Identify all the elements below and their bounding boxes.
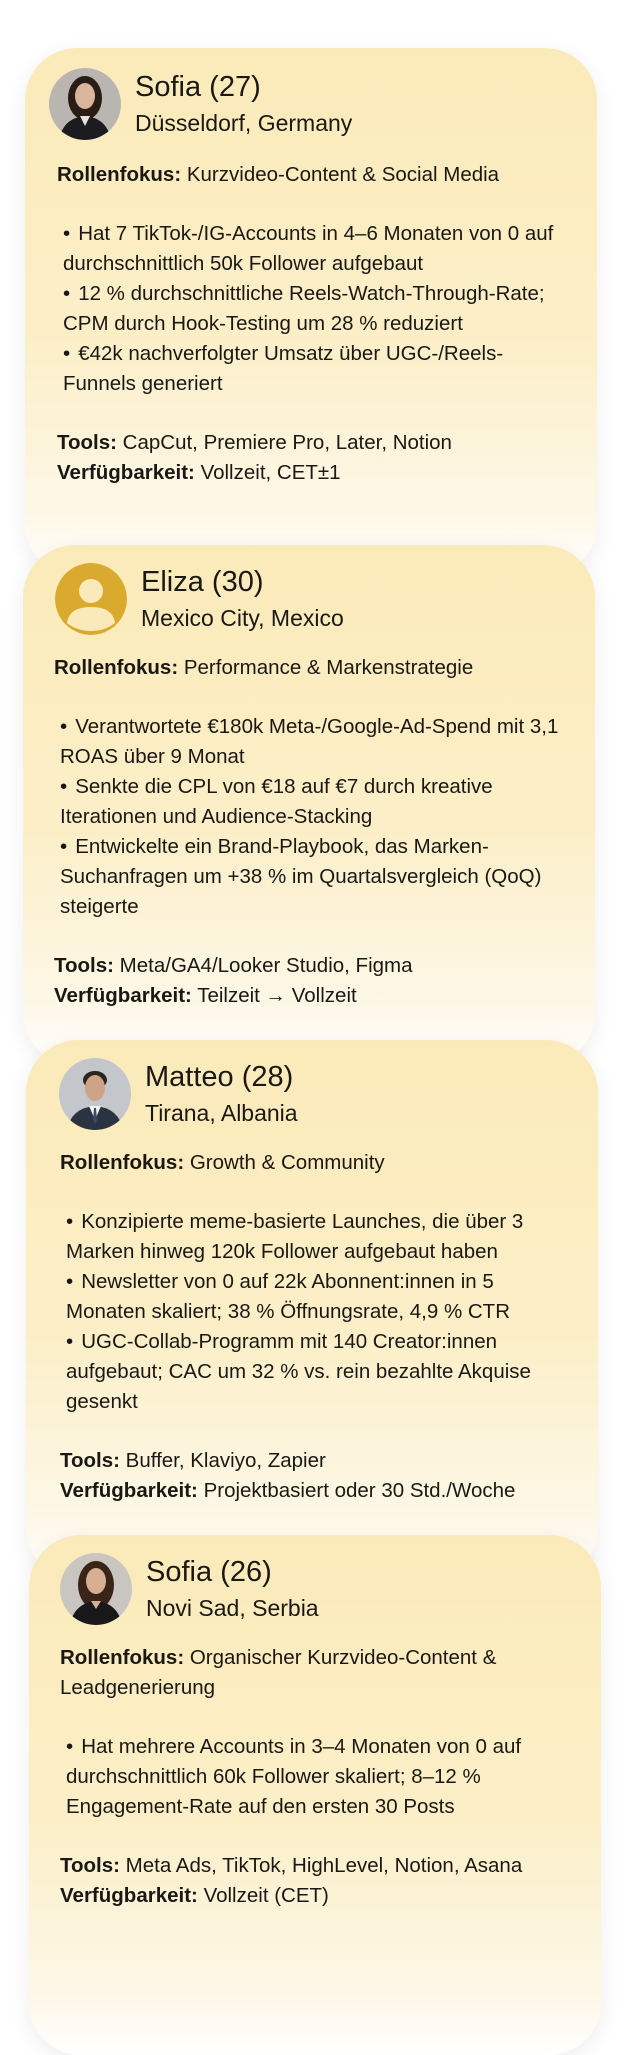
list-item: • €42k nachverfolgter Umsatz über UGC-/Reels-Funnels generiert — [63, 342, 504, 395]
candidate-header — [55, 563, 344, 635]
availability-label: Verfügbarkeit: — [60, 1479, 198, 1502]
tools-line — [60, 1446, 576, 1476]
availability-line — [60, 1881, 579, 1911]
availability-line — [57, 458, 575, 488]
role-focus-label: Rollenfokus: — [57, 163, 182, 186]
candidate-details — [54, 653, 573, 1011]
role-focus-line — [54, 653, 573, 683]
bullet-text: Hat mehrere Accounts in 3–4 Monaten von 0 auf durchschnittlich 60k Follower skaliert; 8–12 % Engagement-Rate auf den ersten 30 Posts — [66, 1735, 522, 1818]
bullet-text: Entwickelte ein Brand-Playbook, das Marken-Suchanfragen um +38 % im Quartalsvergleich (QoQ) steigerte — [60, 835, 542, 918]
candidate-details — [60, 1148, 576, 1506]
availability-value: Vollzeit, CET±1 — [200, 461, 341, 484]
bullet-text: Hat 7 TikTok-/IG-Accounts in 4–6 Monaten von 0 auf durchschnittlich 50k Follower aufgebaut — [63, 222, 554, 275]
role-focus-line — [60, 1148, 576, 1178]
candidate-name: Eliza (30) — [141, 566, 264, 598]
list-item: • Senkte die CPL von €18 auf €7 durch kreative Iterationen und Audience-Stacking — [60, 775, 493, 828]
role-focus-line — [60, 1643, 579, 1703]
candidate-header — [60, 1553, 319, 1625]
tools-value: Buffer, Klaviyo, Zapier — [125, 1449, 326, 1472]
candidate-card — [25, 48, 597, 576]
candidate-name: Sofia (27) — [135, 71, 261, 103]
candidate-card — [23, 545, 595, 1065]
role-focus-line — [57, 160, 575, 190]
role-focus-value: Performance & Markenstrategie — [183, 656, 474, 679]
list-item: • UGC-Collab-Programm mit 140 Creator:innen aufgebaut; CAC um 32 % vs. rein bezahlte Akquise gesenkt — [66, 1330, 531, 1413]
man-photo-avatar-icon — [59, 1058, 131, 1130]
role-focus-value: Kurzvideo-Content & Social Media — [186, 163, 500, 186]
tools-line — [54, 951, 573, 981]
role-focus-label: Rollenfokus: — [54, 656, 179, 679]
availability-label: Verfügbarkeit: — [60, 1884, 198, 1907]
availability-value: Teilzeit → Vollzeit — [197, 984, 357, 1007]
candidate-location: Tirana, Albania — [145, 1100, 298, 1126]
role-focus-label: Rollenfokus: — [60, 1151, 185, 1174]
tools-label: Tools: — [57, 431, 117, 454]
availability-label: Verfügbarkeit: — [54, 984, 192, 1007]
candidate-location: Düsseldorf, Germany — [135, 110, 353, 136]
list-item: • Hat 7 TikTok-/IG-Accounts in 4–6 Monaten von 0 auf durchschnittlich 50k Follower aufgebaut — [63, 222, 554, 275]
bullet-text: Newsletter von 0 auf 22k Abonnent:innen in 5 Monaten skaliert; 38 % Öffnungsrate, 4,9 % CTR — [66, 1270, 511, 1323]
candidate-details — [57, 160, 575, 488]
list-item: • Hat mehrere Accounts in 3–4 Monaten von 0 auf durchschnittlich 60k Follower skaliert; 8–12 % Engagement-Rate auf den ersten 30 Posts — [66, 1735, 522, 1818]
candidate-location: Mexico City, Mexico — [141, 605, 344, 631]
availability-value: Vollzeit (CET) — [203, 1884, 329, 1907]
tools-label: Tools: — [60, 1854, 120, 1877]
bullet-text: €42k nachverfolgter Umsatz über UGC-/Reels-Funnels generiert — [63, 342, 504, 395]
list-item: • Entwickelte ein Brand-Playbook, das Marken-Suchanfragen um +38 % im Quartalsvergleich (QoQ) steigerte — [60, 835, 542, 918]
candidate-header — [59, 1058, 298, 1130]
bullet-text: Senkte die CPL von €18 auf €7 durch kreative Iterationen und Audience-Stacking — [60, 775, 493, 828]
list-item: • 12 % durchschnittliche Reels-Watch-Through-Rate; CPM durch Hook-Testing um 28 % reduziert — [63, 282, 545, 335]
candidate-card — [29, 1535, 601, 2055]
role-focus-value: Growth & Community — [189, 1151, 385, 1174]
candidate-location: Novi Sad, Serbia — [146, 1595, 319, 1621]
tools-value: CapCut, Premiere Pro, Later, Notion — [122, 431, 452, 454]
availability-value: Projektbasiert oder 30 Std./Woche — [203, 1479, 516, 1502]
candidate-header — [49, 68, 352, 140]
woman-photo-avatar-icon — [60, 1553, 132, 1625]
role-focus-value: Organischer Kurzvideo-Content & Leadgenerierung — [60, 1646, 497, 1699]
generic-user-icon — [55, 563, 127, 635]
availability-label: Verfügbarkeit: — [57, 461, 195, 484]
tools-line — [57, 428, 575, 458]
woman-photo-avatar-icon — [49, 68, 121, 140]
availability-line — [60, 1476, 576, 1506]
candidate-name: Sofia (26) — [146, 1556, 272, 1588]
candidate-card — [26, 1040, 598, 1580]
tools-line — [60, 1851, 579, 1881]
tools-label: Tools: — [60, 1449, 120, 1472]
availability-line — [54, 981, 573, 1011]
bullet-text: 12 % durchschnittliche Reels-Watch-Through-Rate; CPM durch Hook-Testing um 28 % reduziert — [63, 282, 545, 335]
list-item: • Konzipierte meme-basierte Launches, die über 3 Marken hinweg 120k Follower aufgebaut haben — [66, 1210, 524, 1263]
bullet-text: Verantwortete €180k Meta-/Google-Ad-Spend mit 3,1 ROAS über 9 Monat — [60, 715, 559, 768]
list-item: • Verantwortete €180k Meta-/Google-Ad-Spend mit 3,1 ROAS über 9 Monat — [60, 715, 559, 768]
list-item: • Newsletter von 0 auf 22k Abonnent:innen in 5 Monaten skaliert; 38 % Öffnungsrate, 4,9 % CTR — [66, 1270, 511, 1323]
tools-value: Meta Ads, TikTok, HighLevel, Notion, Asana — [125, 1854, 523, 1877]
candidate-name: Matteo (28) — [145, 1061, 294, 1093]
tools-value: Meta/GA4/Looker Studio, Figma — [119, 954, 413, 977]
bullet-text: UGC-Collab-Programm mit 140 Creator:innen aufgebaut; CAC um 32 % vs. rein bezahlte Akquise gesenkt — [66, 1330, 531, 1413]
tools-label: Tools: — [54, 954, 114, 977]
candidate-details — [60, 1643, 579, 1911]
role-focus-label: Rollenfokus: — [60, 1646, 185, 1669]
bullet-text: Konzipierte meme-basierte Launches, die über 3 Marken hinweg 120k Follower aufgebaut haben — [66, 1210, 524, 1263]
